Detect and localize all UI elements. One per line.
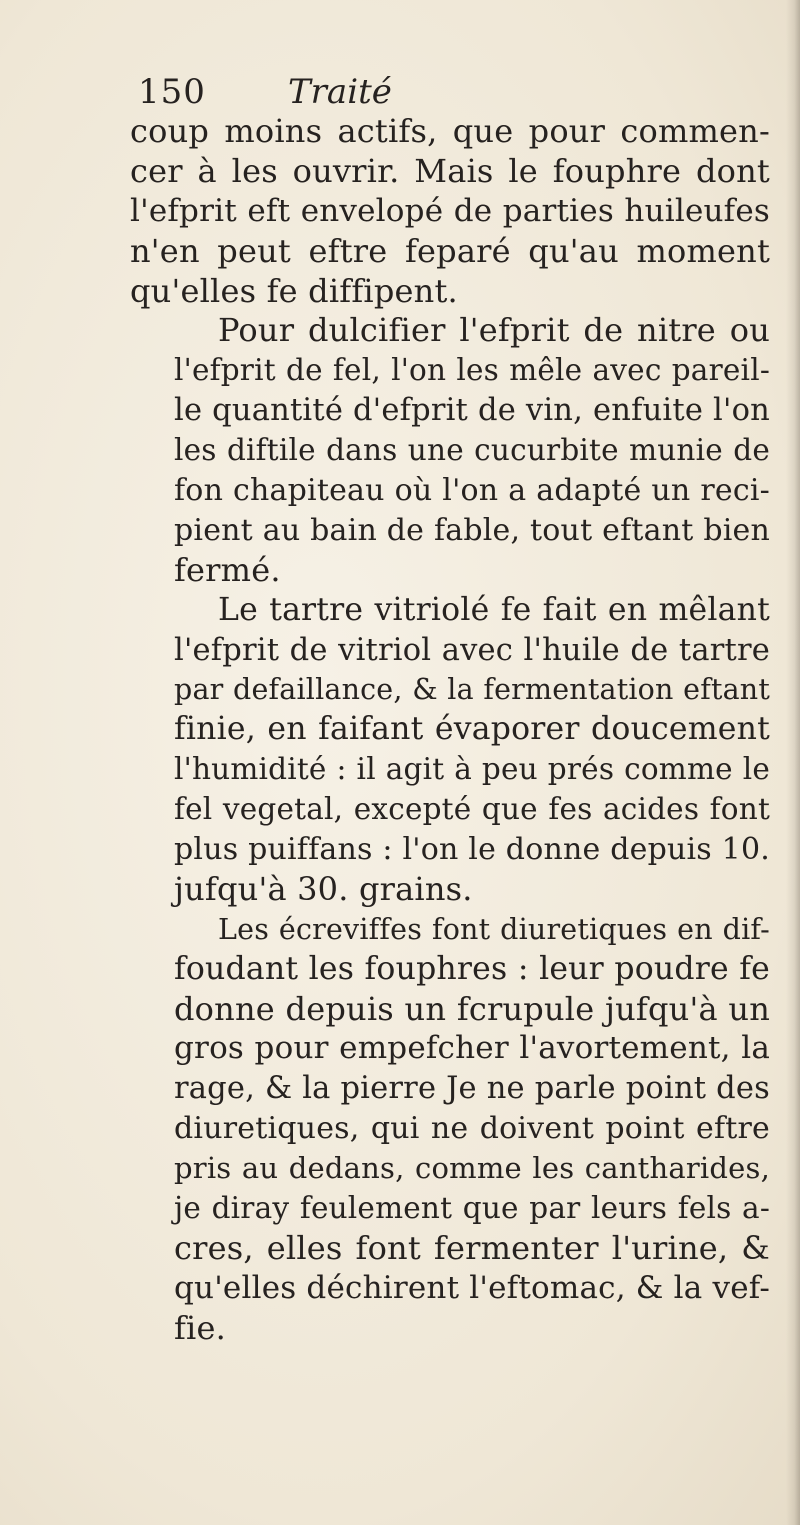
text-line: plus puiffans : l'on le donne depuis 10.: [174, 832, 770, 868]
text-line: foudant les fouphres : leur poudre fe: [174, 950, 770, 987]
paragraph-1: [130, 112, 770, 311]
text-line: jufqu'à 30. grains.: [174, 869, 473, 908]
paragraph-4: [130, 910, 770, 1349]
text-line: fon chapiteau où l'on a adapté un reci-: [174, 473, 770, 509]
text-line: diuretiques, qui ne doivent point eftre: [174, 1111, 770, 1147]
text-line: cres, elles font fermenter l'urine, &: [174, 1228, 770, 1267]
running-head: Traité: [288, 72, 392, 112]
text-line: coup moins actifs, que pour commen-: [130, 112, 770, 150]
text-line: gros pour empefcher l'avortement, la: [174, 1030, 770, 1067]
text-line: l'humidité : il agit à peu prés comme le: [174, 752, 770, 787]
text-line: pris au dedans, comme les cantharides,: [174, 1151, 770, 1186]
page-header: [138, 70, 758, 114]
text-line: le quantité d'efprit de vin, enfuite l'on: [174, 393, 770, 429]
text-line: fermé.: [174, 550, 281, 589]
page-number: 150: [138, 72, 206, 112]
text-line: je diray feulement que par leurs fels a-: [174, 1191, 770, 1226]
text-line: qu'elles fe diffipent.: [130, 271, 458, 310]
paragraph-3: [130, 591, 770, 910]
text-line: l'efprit eft envelopé de parties huileufes: [130, 192, 770, 229]
text-line: Les écreviffes font diuretiques en dif-: [218, 912, 770, 946]
text-line: cer à les ouvrir. Mais le fouphre dont: [130, 151, 770, 190]
body-text: [130, 112, 770, 1349]
paragraph-2: [130, 311, 770, 590]
text-line: les diftile dans une cucurbite munie de: [174, 433, 770, 468]
text-line: l'efprit de fel, l'on les mêle avec pareil-: [174, 353, 770, 388]
text-line: Pour dulcifier l'efprit de nitre ou: [218, 311, 770, 350]
text-line: finie, en faifant évaporer doucement: [174, 711, 770, 748]
text-line: l'efprit de vitriol avec l'huile de tartre: [174, 632, 770, 668]
text-line: n'en peut eftre feparé qu'au moment: [130, 231, 770, 270]
text-line: fie.: [174, 1308, 226, 1347]
text-line: par defaillance, & la fermentation eftant: [174, 673, 770, 707]
text-line: fel vegetal, excepté que fes acides font: [174, 792, 770, 827]
text-line: rage, & la pierre Je ne parle point des: [174, 1071, 770, 1107]
text-line: pient au bain de fable, tout eftant bien: [174, 512, 770, 548]
text-line: donne depuis un fcrupule jufqu'à un: [174, 989, 770, 1028]
page-edge-shadow: [786, 0, 800, 1525]
text-line: Le tartre vitriolé fe fait en mêlant: [218, 591, 770, 628]
text-line: qu'elles déchirent l'eftomac, & la vef-: [174, 1269, 771, 1306]
